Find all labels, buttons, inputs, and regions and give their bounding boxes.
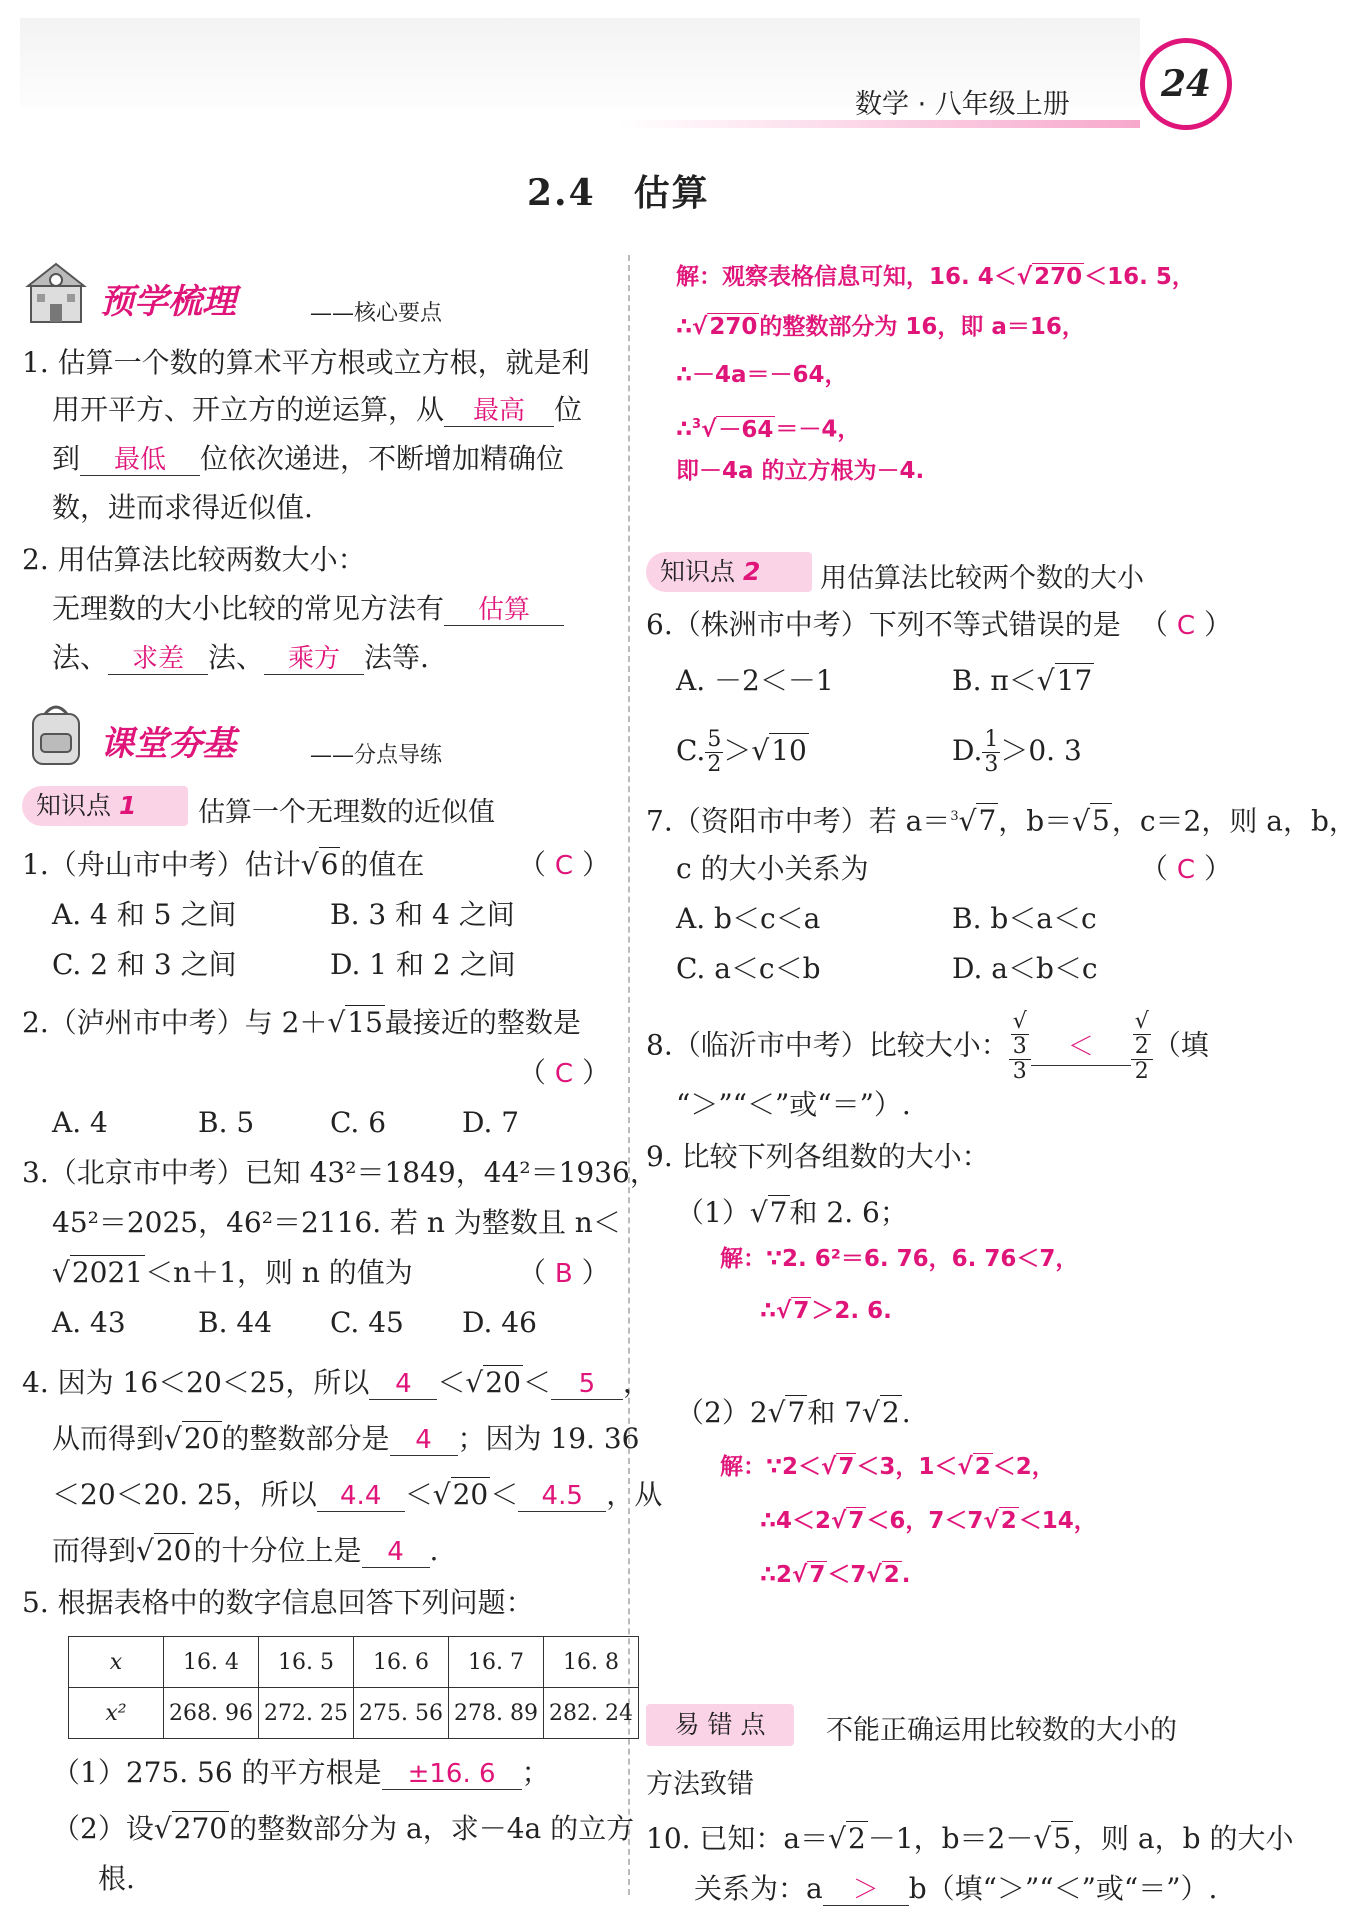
question-5-sub-1: （1）275. 56 的平方根是 ±16. 6 ； [52, 1756, 550, 1789]
question-10-line2: 关系为：a ＞ b（填“＞”“＜”或“＝”）. [694, 1872, 1218, 1905]
table-cell: 282. 24 [544, 1688, 639, 1739]
preview-section-subtitle: ——核心要点 [310, 301, 443, 326]
question-6-option-a: A. －2＜－1 [676, 664, 834, 697]
knowledge-point-1-tag: 知识点 1 [22, 786, 188, 826]
table-cell: 16. 4 [164, 1637, 259, 1688]
question-1-option-b: B. 3 和 4 之间 [330, 898, 515, 931]
question-7-option-d: D. a＜b＜c [952, 952, 1098, 985]
question-3-option-d: D. 46 [462, 1306, 537, 1339]
question-6-answer: （ C ） [1140, 608, 1232, 641]
preview-section-title: 预学梳理 [100, 282, 236, 322]
question-7-line1: 7.（资阳市中考）若 a＝$^3$√7，b＝√5，c＝2，则 a，b， [646, 804, 1357, 838]
knowledge-point-1-text: 估算一个无理数的近似值 [198, 797, 495, 828]
question-7-option-b: B. b＜a＜c [952, 902, 1097, 935]
question-6-stem: 6.（株洲市中考）下列不等式错误的是 [646, 608, 1121, 641]
preview-item-2-line2: 无理数的大小比较的常见方法有 估算 [52, 592, 564, 626]
error-point-text-cont: 方法致错 [646, 1769, 754, 1800]
solution-5-line5: 即－4a 的立方根为－4. [676, 458, 925, 484]
question-8-line2: “＞”“＜”或“＝”）. [676, 1088, 911, 1121]
solution-9-2-line3: ∴2√7＜7√2. [760, 1562, 911, 1588]
preview-item-1-line2: 用开平方、开立方的逆运算，从 最高 位 [52, 393, 583, 426]
error-point-text: 不能正确运用比较数的大小的 [826, 1715, 1177, 1746]
preview-item-2-line3: 法、 求差 法、 乘方 法等. [52, 641, 429, 674]
question-8-line1: 8.（临沂市中考）比较大小： √ 3 3 ＜ √ 2 2 （填 [646, 1009, 1209, 1084]
question-9-sub-2: （2）2√7和 7√2. [676, 1396, 911, 1429]
question-3-answer: （ B ） [518, 1256, 610, 1289]
question-10-line1: 10. 已知：a＝√2－1，b＝2－√5，则 a，b 的大小 [646, 1822, 1294, 1855]
question-1-option-d: D. 1 和 2 之间 [330, 948, 516, 981]
knowledge-point-2-text: 用估算法比较两个数的大小 [820, 563, 1144, 594]
preview-item-1-line3: 到 最低 位依次递进，不断增加精确位 [52, 442, 565, 475]
preview-item-1-line4: 数，进而求得近似值. [52, 491, 313, 524]
question-6-option-b: B. π＜√17 [952, 664, 1093, 697]
solution-9-2-line1: 解：∵2＜√7＜3，1＜√2＜2， [720, 1454, 1055, 1480]
question-9-sub-1: （1）√7和 2. 6； [676, 1196, 908, 1229]
page-number-badge: 24 [1140, 38, 1232, 130]
question-7-answer: （ C ） [1140, 852, 1232, 885]
question-5-stem: 5. 根据表格中的数字信息回答下列问题： [22, 1586, 534, 1619]
knowledge-point-2-tag: 知识点 2 [646, 552, 812, 592]
question-2-option-a: A. 4 [52, 1106, 108, 1139]
solution-5-line2: ∴√270的整数部分为 16，即 a＝16， [676, 314, 1085, 340]
table-cell: 275. 56 [354, 1688, 449, 1739]
question-1-answer: （ C ） [518, 848, 610, 881]
header-subject: 数学 · 八年级上册 [855, 89, 1070, 120]
backpack-icon [25, 700, 87, 766]
solution-5-line4: ∴$^3$√－64＝－4， [676, 416, 861, 443]
table-cell: 268. 96 [164, 1688, 259, 1739]
page-title: 2.4 估算 [527, 172, 710, 214]
question-3-line3: √2021＜n＋1，则 n 的值为 [52, 1256, 413, 1289]
question-7-option-c: C. a＜c＜b [676, 952, 821, 985]
preview-item-1: 1. 估算一个数的算术平方根或立方根，就是利 [22, 346, 590, 379]
class-section-title: 课堂夯基 [100, 724, 236, 764]
table-row [69, 1688, 639, 1739]
question-1-stem: 1.（舟山市中考）估计√6的值在 [22, 848, 425, 881]
question-7-option-a: A. b＜c＜a [676, 902, 821, 935]
question-9-stem: 9. 比较下列各组数的大小： [646, 1140, 990, 1173]
solution-9-1-line2: ∴√7＞2. 6. [760, 1298, 892, 1324]
question-6-option-d: D. $\frac{1}{3}$ ＞0. 3 [952, 727, 1082, 777]
question-2-answer: （ C ） [518, 1056, 610, 1089]
question-3-line2: 45²＝2025，46²＝2116. 若 n 为整数且 n＜ [52, 1206, 621, 1239]
question-5-sub-2: （2）设√270的整数部分为 a，求－4a 的立方 [52, 1812, 635, 1845]
question-1-option-a: A. 4 和 5 之间 [52, 898, 237, 931]
table-cell: 272. 25 [259, 1688, 354, 1739]
solution-5-line1: 解：观察表格信息可知，16. 4＜√270＜16. 5， [676, 264, 1195, 290]
header-pink-rule [620, 120, 1140, 128]
solution-9-1-line1: 解：∵2. 6²＝6. 76，6. 76＜7， [720, 1246, 1079, 1272]
question-2-stem: 2.（泸州市中考）与 2＋√15最接近的整数是 [22, 1006, 581, 1039]
question-2-option-c: C. 6 [330, 1106, 387, 1139]
table-cell: x² [69, 1688, 164, 1739]
question-3-option-b: B. 44 [198, 1306, 273, 1339]
question-2-option-b: B. 5 [198, 1106, 255, 1139]
question-1-option-c: C. 2 和 3 之间 [52, 948, 237, 981]
table-cell: 16. 8 [544, 1637, 639, 1688]
question-7-line2: c 的大小关系为 [676, 852, 869, 885]
solution-5-line3: ∴－4a＝－64， [676, 362, 848, 388]
school-icon [25, 258, 87, 324]
table-cell: 16. 6 [354, 1637, 449, 1688]
question-2-option-d: D. 7 [462, 1106, 520, 1139]
error-point-tag: 易 错 点 [646, 1704, 794, 1746]
class-section-subtitle: ——分点导练 [310, 743, 443, 768]
table-cell: 278. 89 [449, 1688, 544, 1739]
question-3-option-a: A. 43 [52, 1306, 126, 1339]
question-4-line3: ＜20＜20. 25，所以 4.4 ＜√20＜ 4.5 ，从 [52, 1478, 663, 1511]
table-cell: x [69, 1637, 164, 1688]
question-3-line1: 3.（北京市中考）已知 43²＝1849，44²＝1936， [22, 1156, 658, 1189]
question-4-line1: 4. 因为 16＜20＜25，所以 4 ＜√20＜ 5 ， [22, 1366, 651, 1399]
table-cell: 16. 5 [259, 1637, 354, 1688]
question-4-line2: 从而得到√20的整数部分是 4 ；因为 19. 36 [52, 1422, 640, 1455]
preview-item-2: 2. 用估算法比较两数大小： [22, 543, 366, 576]
table-row [69, 1637, 639, 1688]
question-6-option-c: C. $\frac{5}{2}$ ＞√10 [676, 727, 807, 777]
question-4-line4: 而得到√20的十分位上是 4 . [52, 1534, 439, 1567]
square-table [68, 1636, 639, 1739]
table-cell: 16. 7 [449, 1637, 544, 1688]
question-5-sub-2-end: 根. [98, 1862, 135, 1895]
question-3-option-c: C. 45 [330, 1306, 404, 1339]
solution-9-2-line2: ∴4＜2√7＜6，7＜7√2＜14， [760, 1508, 1097, 1534]
